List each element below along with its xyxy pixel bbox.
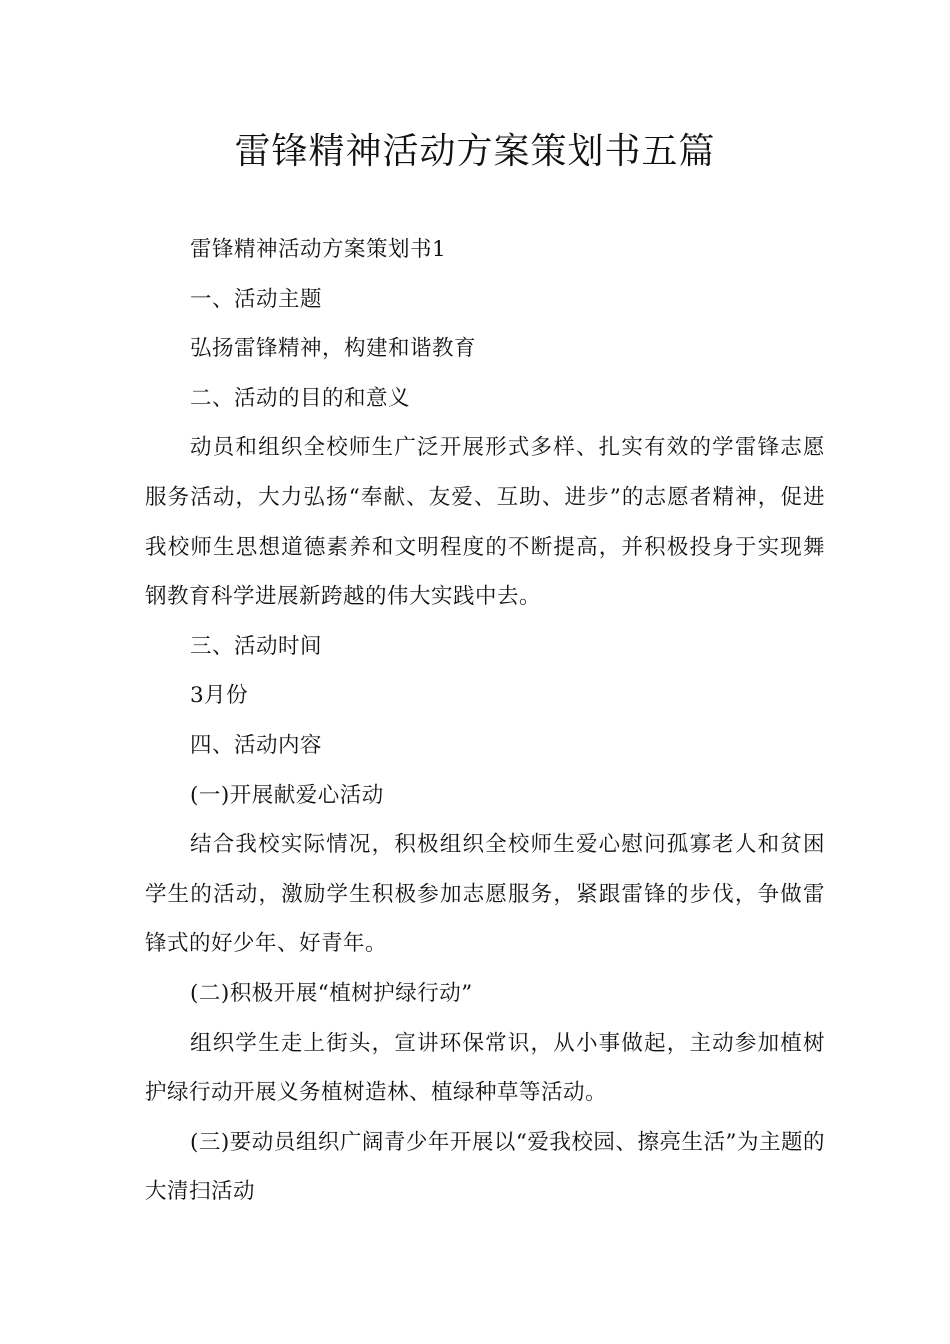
subheading-tree-planting: (二)积极开展“植树护绿行动” bbox=[190, 980, 473, 1006]
document-body bbox=[145, 225, 825, 1217]
subheading-charity: (一)开展献爱心活动 bbox=[190, 782, 384, 808]
paragraph-theme: 弘扬雷锋精神，构建和谐教育 bbox=[190, 336, 477, 362]
heading-activity-content: 四、活动内容 bbox=[190, 732, 323, 758]
heading-activity-theme: 一、活动主题 bbox=[190, 286, 323, 312]
heading-activity-time: 三、活动时间 bbox=[190, 633, 323, 659]
section-heading-plan-1: 雷锋精神活动方案策划书1 bbox=[190, 237, 447, 262]
heading-purpose: 二、活动的目的和意义 bbox=[190, 385, 411, 411]
paragraph-purpose: 动员和组织全校师生广泛开展形式多样、扎实有效的学雷锋志愿服务活动，大力弘扬“奉献、友爱、互助、进步”的志愿者精神，促进我校师生思想道德素养和文明程度的不断提高，并积极投身于实现舞钢教育科学进展新跨越的伟大实践中去。 bbox=[145, 435, 825, 610]
document-title: 雷锋精神活动方案策划书五篇 bbox=[234, 131, 716, 172]
subheading-cleaning: (三)要动员组织广阔青少年开展以“爱我校园、擦亮生活”为主题的大清扫活动 bbox=[145, 1129, 825, 1205]
paragraph-time: 3月份 bbox=[190, 683, 249, 709]
paragraph-charity: 结合我校实际情况，积极组织全校师生爱心慰问孤寡老人和贫困学生的活动，激励学生积极参加志愿服务，紧跟雷锋的步伐，争做雷锋式的好少年、好青年。 bbox=[145, 832, 825, 957]
paragraph-tree-planting: 组织学生走上街头，宣讲环保常识，从小事做起，主动参加植树护绿行动开展义务植树造林、植绿种草等活动。 bbox=[145, 1030, 825, 1106]
